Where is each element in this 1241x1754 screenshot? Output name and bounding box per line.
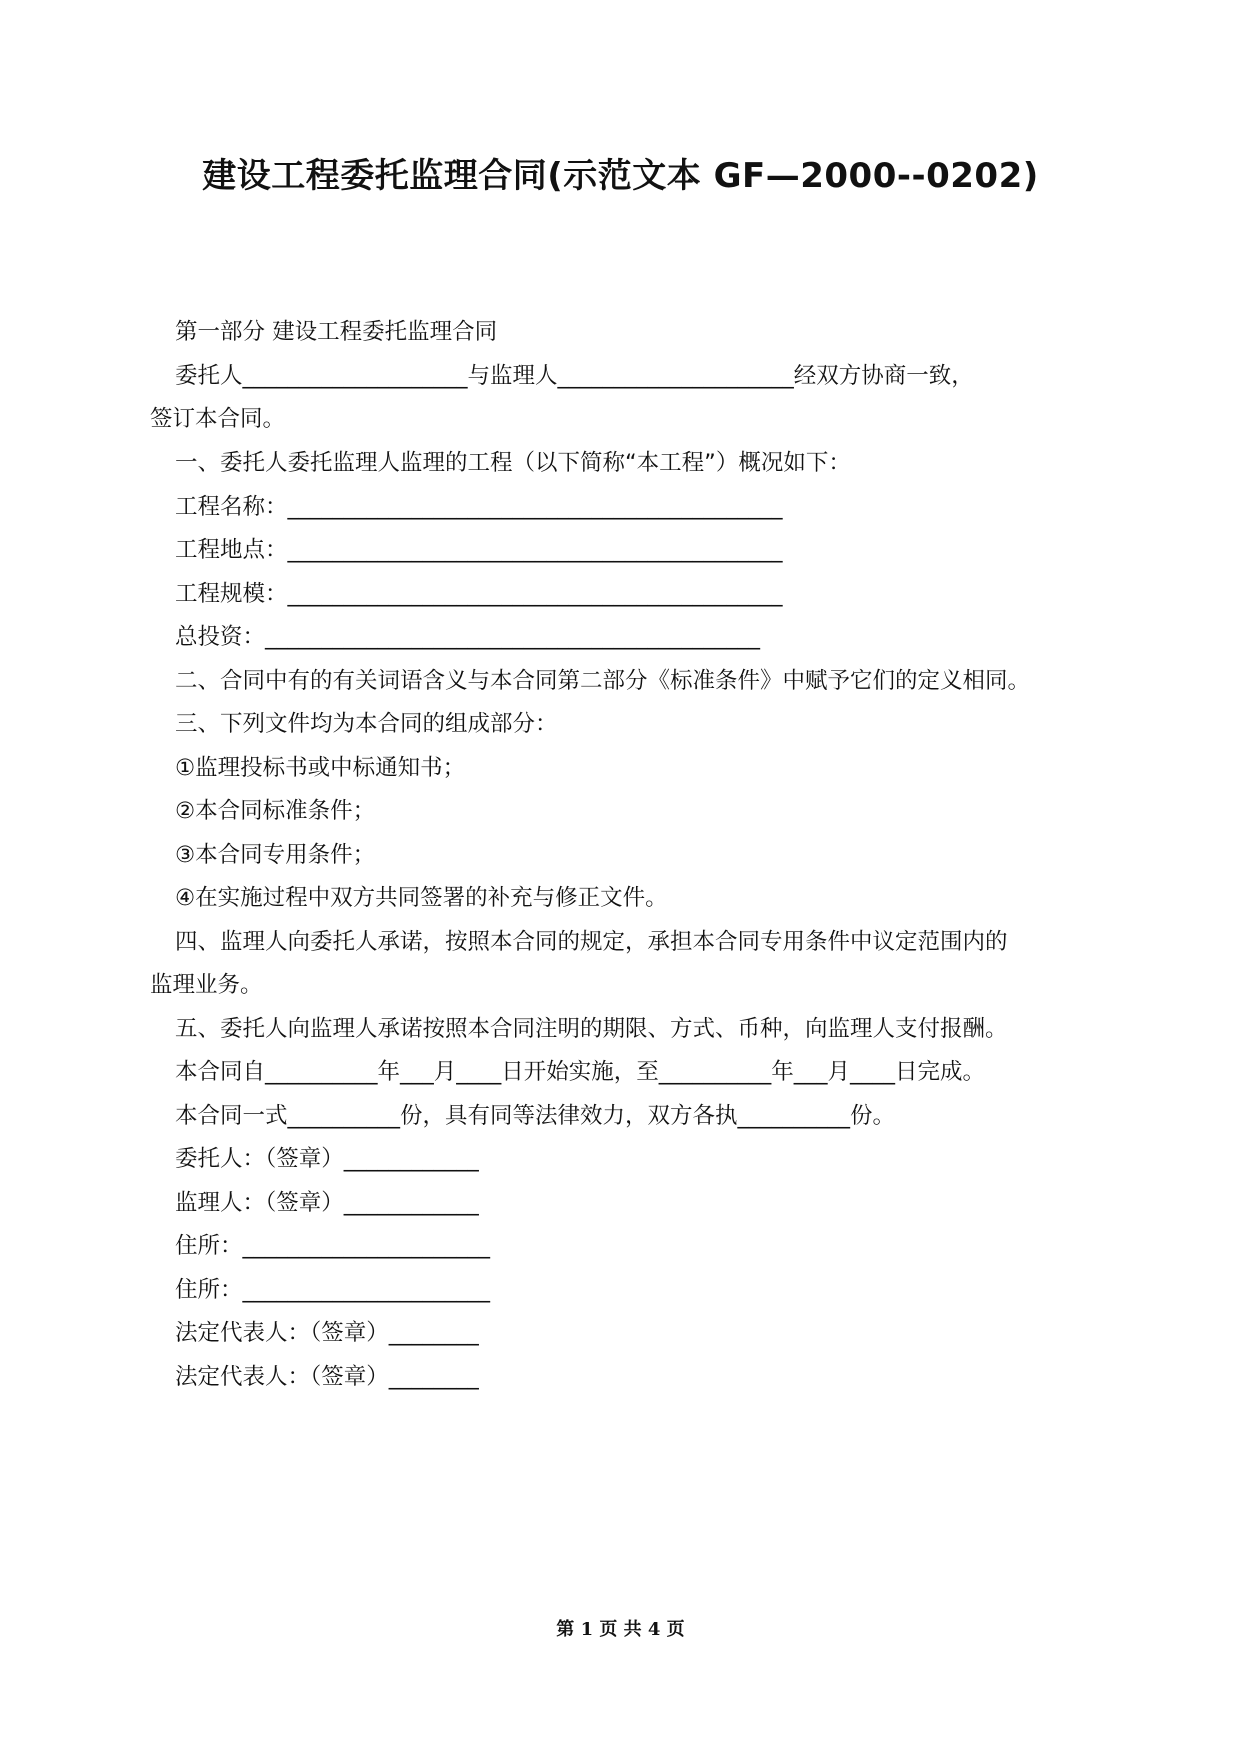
clause-1-heading: 一、委托人委托监理人监理的工程（以下简称“本工程”）概况如下： [175,450,851,476]
section-heading: 第一部分 建设工程委托监理合同 [175,319,498,345]
clause-5: 五、委托人向监理人承诺按照本合同注明的期限、方式、币种，向监理人支付报酬。 [175,1016,1008,1042]
clause-2: 二、合同中有的有关词语含义与本合同第二部分《标准条件》中赋予它们的定义相同。 [175,668,1031,694]
client-legal-rep-line: 法定代表人：（签章）________ [175,1320,479,1346]
page-number-footer: 第 1 页 共 4 页 [556,1619,685,1640]
total-investment-line: 总投资：____________________________________________ [175,624,761,650]
supervisor-address-line: 住所：______________________ [175,1277,491,1303]
clause-3-item-4: ④在实施过程中双方共同签署的补充与修正文件。 [175,885,668,911]
clause-3-item-1: ①监理投标书或中标通知书； [175,755,466,781]
client-address-line: 住所：______________________ [175,1233,491,1259]
supervisor-legal-rep-line: 法定代表人：（签章）________ [175,1364,479,1390]
contract-period-line: 本合同自__________年___月____日开始实施，至__________年___月____日完成。 [175,1059,986,1085]
copies-line: 本合同一式__________份，具有同等法律效力，双方各执__________份。 [175,1103,896,1129]
clause-4-continued: 监理业务。 [150,972,263,998]
clause-3-heading: 三、下列文件均为本合同的组成部分： [175,711,558,737]
document-title: 建设工程委托监理合同(示范文本 GF—2000--0202) [202,156,1039,196]
client-signature-line: 委托人：（签章）____________ [175,1146,479,1172]
project-location-line: 工程地点：____________________________________________ [175,537,783,563]
project-scale-line: 工程规模：____________________________________________ [175,581,783,607]
clause-4: 四、监理人向委托人承诺，按照本合同的规定，承担本合同专用条件中议定范围内的 [175,929,1008,955]
parties-line: 委托人____________________与监理人_____________________经双方协商一致， [175,363,974,389]
clause-3-item-3: ③本合同专用条件； [175,842,376,868]
parties-line-continued: 签订本合同。 [150,406,286,432]
clause-3-item-2: ②本合同标准条件； [175,798,376,824]
supervisor-signature-line: 监理人：（签章）____________ [175,1190,479,1216]
project-name-line: 工程名称：____________________________________________ [175,494,783,520]
